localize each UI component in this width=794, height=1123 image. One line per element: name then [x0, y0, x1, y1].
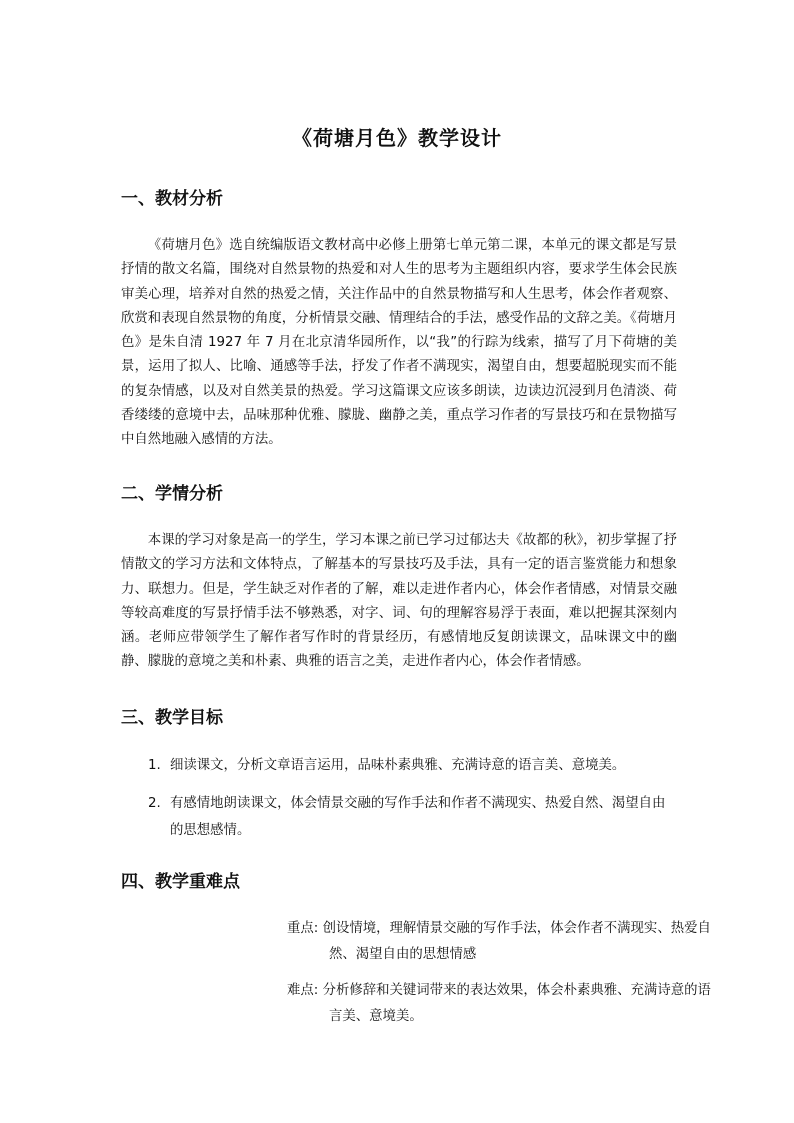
key-point-label: 重点:	[287, 921, 319, 936]
teaching-goal-item	[148, 752, 678, 779]
list-item-text: 细读课文，分析文章语言运用，品味朴素典雅、充满诗意的语言美、意境美。	[170, 758, 626, 773]
key-point-text: 创设情境，理解情景交融的写作手法，体会作者不满现实、热爱自然、渴望自由的思想情感	[322, 921, 711, 962]
list-item-text: 有感情地朗读课文，体会情景交融的写作手法和作者不满现实、热爱自然、渴望自由的思想感情。	[170, 796, 666, 838]
difficult-point-label: 难点:	[287, 983, 319, 998]
list-number: 1.	[148, 758, 161, 773]
student-analysis-paragraph: 本课的学习对象是高一的学生，学习本课之前已学习过郁达夫《故都的秋》，初步掌握了抒情散文的学习方法和文体特点，了解基本的写景技巧及手法，具有一定的语言鉴赏能力和想象力、联想力。但是，学生缺乏对作者的了解，难以走进作者内心，体会作者情感，对情景交融等较高难度的写景抒情手法不够熟悉，对字、词、句的理解容易浮于表面，难以把握其深刻内涵。老师应带领学生了解作者写作时的背景经历，有感情地反复朗读课文，品味课文中的幽静、朦胧的意境之美和朴素、典雅的语言之美，走进作者内心，体会作者情感。	[121, 533, 677, 670]
section-heading-teaching-goals: 三、教学目标	[121, 708, 223, 728]
list-number: 2.	[148, 796, 161, 811]
difficult-point-text: 分析修辞和关键词带来的表达效果，体会朴素典雅、充满诗意的语言美、意境美。	[322, 983, 711, 1024]
teaching-goal-item	[148, 790, 678, 844]
key-point	[287, 916, 721, 968]
difficult-point	[287, 978, 721, 1030]
textbook-analysis-paragraph: 《荷塘月色》选自统编版语文教材高中必修上册第七单元第二课，本单元的课文都是写景抒情的散文名篇，围绕对自然景物的热爱和对人生的思考为主题组织内容，要求学生体会民族审美心理，培养对自然的热爱之情，关注作品中的自然景物描写和人生思考，体会作者观察、欣赏和表现自然景物的角度，分析情景交融、情理结合的手法，感受作品的文辞之美。《荷塘月色》是朱自清 1927 年 7 月在北京清华园所作，以“我”的行踪为线索，描写了月下荷塘的美景，运用了拟人、比喻、通感等手法，抒发了作者不满现实，渴望自由，想要超脱现实而不能的复杂情感，以及对自然美景的热爱。学习这篇课文应该多朗读，边读边沉浸到月色清淡、荷香缕缕的意境中去，品味那种优雅、朦胧、幽静之美，重点学习作者的写景技巧和在景物描写中自然地融入感情的方法。	[121, 238, 677, 448]
section-heading-key-difficult-points: 四、教学重难点	[121, 872, 240, 892]
section-heading-student-analysis: 二、学情分析	[121, 484, 223, 504]
document-title: 《荷塘月色》教学设计	[292, 126, 502, 150]
section-heading-textbook-analysis: 一、教材分析	[121, 189, 223, 209]
